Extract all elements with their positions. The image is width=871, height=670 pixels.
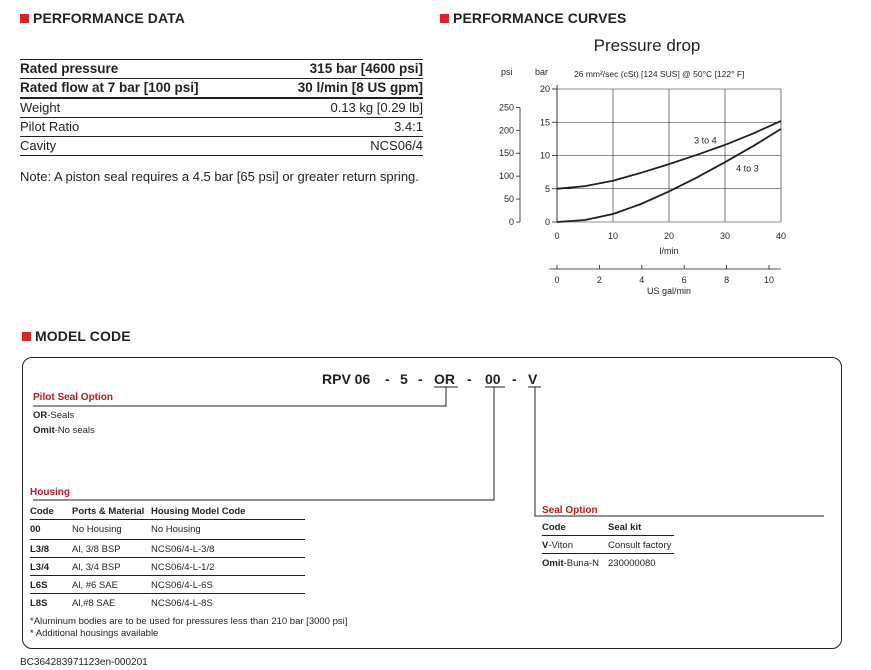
table-row: Weight 0.13 kg [0.29 lb]	[20, 99, 423, 118]
psi-tick-label: 150	[498, 148, 514, 159]
y-axis-bar-label: bar	[535, 67, 549, 77]
housing-note: * Additional housings available	[30, 628, 159, 639]
table-row: Rated pressure 315 bar [4600 psi]	[20, 59, 423, 79]
performance-note: Note: A piston seal requires a 4.5 bar [65 psi] or greater return spring.	[20, 169, 419, 184]
table-row: Pilot Ratio 3.4:1	[20, 118, 423, 137]
psi-tick-label: 250	[498, 102, 514, 113]
code-housing: 00	[485, 371, 501, 387]
bar-tick-label: 15	[539, 117, 550, 128]
table-row: Rated flow at 7 bar [100 psi] 30 l/min [8 US gpm]	[20, 79, 423, 99]
table-row: Cavity NCS06/4	[20, 137, 423, 156]
x-tick-label: 10	[607, 231, 619, 241]
chart-grid	[557, 89, 781, 222]
performance-data-heading: PERFORMANCE DATA	[20, 10, 185, 26]
model-code-heading: MODEL CODE	[22, 328, 131, 344]
series-label: 3 to 4	[694, 135, 717, 146]
code-seal: OR	[434, 371, 455, 387]
psi-tick-label: 50	[503, 194, 514, 205]
code-base: RPV 06	[322, 371, 371, 387]
psi-tick-label: 200	[498, 125, 514, 136]
gpm-tick-label: 6	[681, 275, 687, 285]
psi-tick-label: 0	[508, 217, 514, 227]
chart-title: Pressure drop	[593, 36, 701, 55]
housing-table: Code Ports & Material Housing Model Code 00 No Housing No Housing L3/8 Al, 3/8 BSP NCS06/4-L-3/8 L3/4 Al, 3/4 BSP NCS06/4-L-1/2 L6S Al, #6 SAE NCS06/4-L-6S L8S Al,#8 SAE NCS06/4-L-8S	[30, 506, 305, 611]
code-dash: -	[512, 371, 517, 387]
housing-note: *Aluminum bodies are to be used for pressures less than 210 bar [3000 psi]	[30, 616, 348, 627]
chart-axes	[520, 85, 781, 269]
pressure-drop-chart	[490, 30, 820, 305]
pilot-seal-option-title: Pilot Seal Option	[33, 392, 114, 403]
housing-title: Housing	[30, 487, 70, 498]
seal-option-title: Seal Option	[542, 505, 598, 516]
gpm-tick-label: 4	[639, 275, 645, 285]
x-tick-label: 0	[554, 231, 560, 241]
gpm-tick-label: 2	[596, 275, 602, 285]
series-label: 4 to 3	[736, 163, 759, 174]
performance-curves-heading: PERFORMANCE CURVES	[440, 10, 626, 26]
chart-condition: 26 mm²/sec (cSt) [124 SUS] @ 50°C [122° F]	[574, 69, 745, 79]
y-axis-psi-label: psi	[501, 67, 513, 77]
bar-tick-label: 0	[544, 217, 550, 227]
list-item: Omit-No seals	[33, 425, 95, 436]
code-dash: -	[385, 371, 390, 387]
gpm-tick-label: 10	[763, 275, 774, 285]
red-square-icon	[20, 14, 29, 23]
code-size: 5	[400, 371, 408, 387]
list-item: OR-Seals	[33, 410, 75, 421]
bar-tick-label: 20	[539, 84, 550, 94]
x-tick-label: 30	[719, 231, 731, 241]
document-footer-code: BC364283971123en-000201	[20, 657, 148, 668]
x-tick-label: 40	[775, 231, 787, 241]
code-sealopt: V	[528, 371, 538, 387]
red-square-icon	[22, 332, 31, 341]
code-dash: -	[418, 371, 423, 387]
x-axis-label: l/min	[659, 246, 679, 256]
code-dash: -	[467, 371, 472, 387]
gpm-tick-label: 8	[724, 275, 730, 285]
seal-option-table: Code Seal kit V-Viton Consult factory Omit-Buna-N 230000080	[542, 522, 674, 572]
psi-tick-label: 100	[498, 171, 514, 182]
gpm-tick-label: 0	[554, 275, 560, 285]
bar-tick-label: 5	[544, 183, 550, 194]
red-square-icon	[440, 14, 449, 23]
chart-ticks	[499, 84, 786, 285]
performance-data-table	[20, 59, 423, 156]
bar-tick-label: 10	[539, 150, 550, 161]
x2-axis-label: US gal/min	[646, 286, 692, 296]
x-tick-label: 20	[663, 231, 675, 241]
